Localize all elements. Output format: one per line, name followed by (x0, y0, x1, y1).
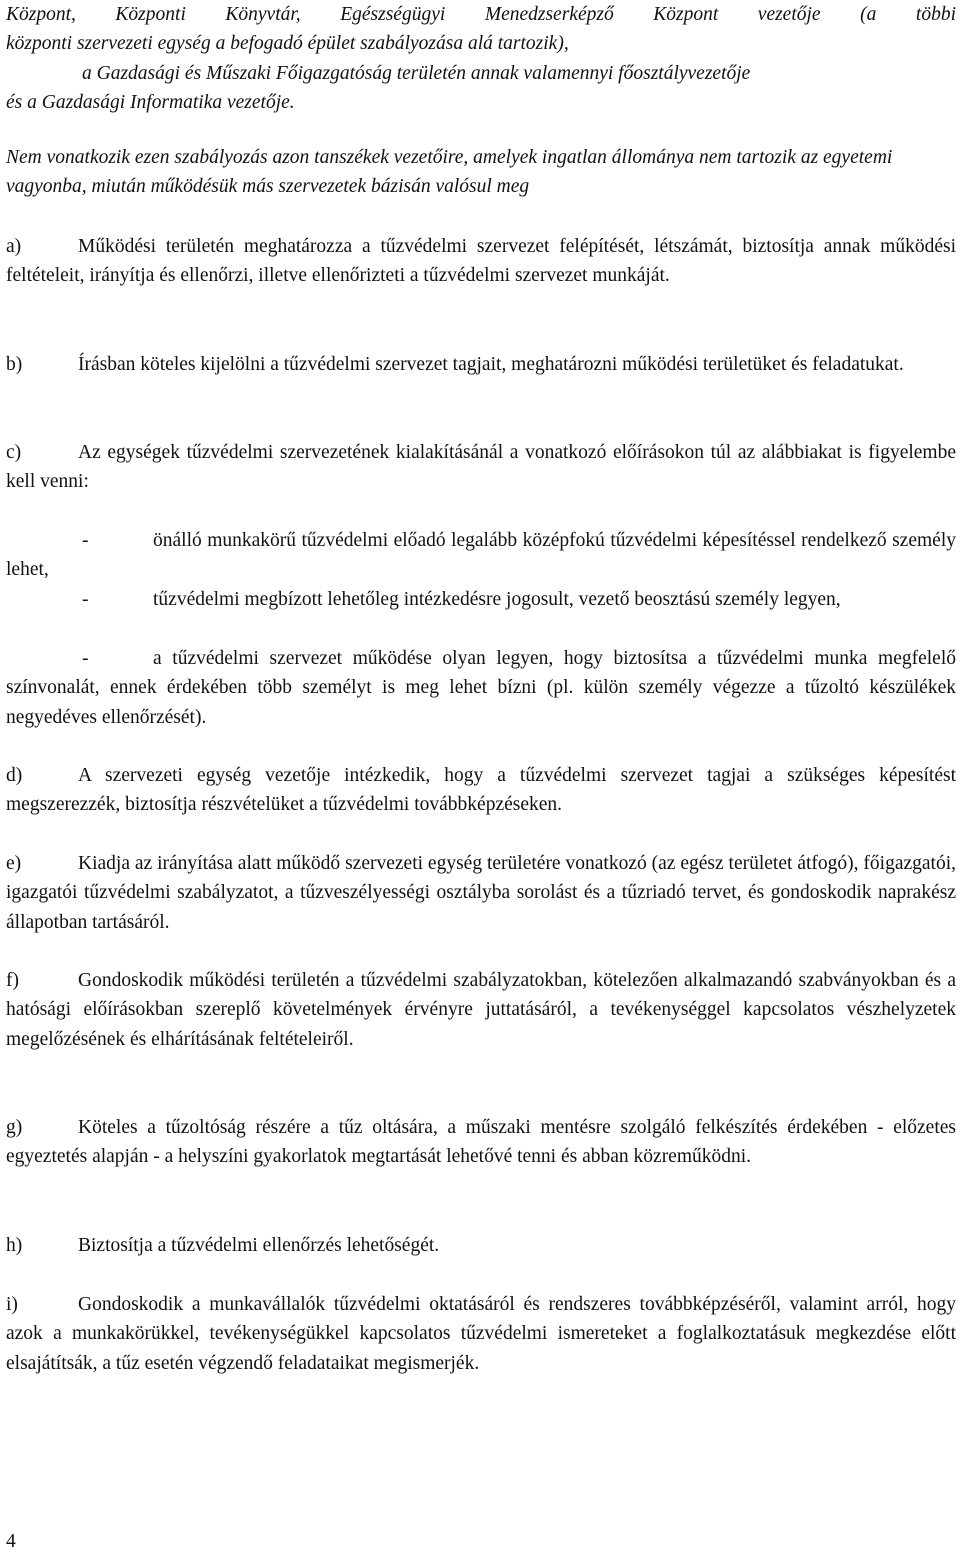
bullet-dash: - (82, 530, 89, 551)
intro-line-1: Központ, Központi Könyvtár, Egészségügyi Menedzserképző Központ vezetője (a többi (6, 4, 956, 25)
item-label: i) (6, 1294, 18, 1315)
item-label: b) (6, 354, 23, 375)
item-g (6, 1113, 956, 1172)
bullet-dash: - (82, 648, 89, 669)
bullet-2 (6, 585, 956, 614)
bullet-dash: - (82, 589, 89, 610)
item-i (6, 1290, 956, 1378)
intro-block (6, 0, 956, 118)
document-page (6, 0, 956, 1557)
exclusion-note: Nem vonatkozik ezen szabályozás azon tanszékek vezetőire, amelyek ingatlan állománya nem tartozik az egyetemi vagyonba, miután működésük más szervezetek bázisán valósul meg (6, 147, 893, 198)
item-text: Működési területén meghatározza a tűzvédelmi szervezet felépítését, létszámát, biztosítja annak működési feltételeit, irányítja és ellenőrzi, illetve ellenőrizteti a tűzvédelmi szervezet munkáját. (6, 236, 956, 287)
item-text: A szervezeti egység vezetője intézkedik, hogy a tűzvédelmi szervezet tagjai a szükséges képesítést megszerezzék, biztosítja részvételüket a tűzvédelmi továbbképzéseken. (6, 765, 956, 816)
item-label: f) (6, 970, 19, 991)
item-label: c) (6, 442, 22, 463)
item-label: g) (6, 1117, 23, 1138)
bullet-3 (6, 644, 956, 732)
item-a (6, 232, 956, 291)
intro-line-3: a Gazdasági és Műszaki Főigazgatóság területén annak valamennyi főosztályvezetője (82, 62, 751, 84)
item-label: d) (6, 765, 23, 786)
bullet-1 (6, 526, 956, 585)
item-h (6, 1231, 956, 1260)
item-d (6, 761, 956, 820)
intro-line-4: és a Gazdasági Informatika vezetője. (6, 92, 295, 114)
item-text: Gondoskodik a munkavállalók tűzvédelmi oktatásáról és rendszeres továbbképzéséről, valamint arról, hogy azok a munkakörükkel, tevékenységükkel kapcsolatos tűzvédelmi ismereteket a foglalkoztatásuk megkezdése előtt elsajátítsák, a tűz esetén végzendő feladataikat megismerjék. (6, 1294, 956, 1374)
item-f (6, 966, 956, 1054)
item-label: a) (6, 236, 22, 257)
intro-line-2: központi szervezeti egység a befogadó épület szabályozása alá tartozik), (6, 33, 569, 55)
item-label: h) (6, 1235, 23, 1256)
item-text: Kiadja az irányítása alatt működő szervezeti egység területére vonatkozó (az egész területet átfogó), főigazgatói, igazgatói tűzvédelmi szabályzatot, a tűzveszélyességi osztályba sorolást és a tűzriadó tervet, és gondoskodik naprakész állapotban tartásáról. (6, 853, 956, 933)
bullet-text: a tűzvédelmi szervezet működése olyan legyen, hogy biztosítsa a tűzvédelmi munka megfelelő színvonalát, ennek érdekében több személyt is meg lehet bízni (pl. külön személy végezze a tűzoltó készülékek negyedéves ellenőrzését). (6, 648, 956, 728)
item-text: Az egységek tűzvédelmi szervezetének kialakításánál a vonatkozó előírásokon túl az alábbiakat is figyelembe kell venni: (6, 442, 956, 493)
bullet-text: tűzvédelmi megbízott lehetőleg intézkedésre jogosult, vezető beosztású személy legyen, (153, 589, 841, 610)
item-text: Gondoskodik működési területén a tűzvédelmi szabályzatokban, kötelezően alkalmazandó szabványokban és a hatósági előírásokban szereplő követelmények érvényre juttatásáról, a tevékenységgel kapcsolatos vészhelyzetek megelőzésének és elhárításának feltételeiről. (6, 970, 956, 1050)
item-text: Köteles a tűzoltóság részére a tűz oltására, a műszaki mentésre szolgáló felkészítés érdekében - előzetes egyeztetés alapján - a helyszíni gyakorlatok megtartását lehetővé tenni és abban közreműködni. (6, 1117, 956, 1168)
page-number: 4 (6, 1531, 16, 1552)
item-b (6, 350, 956, 379)
item-e (6, 849, 956, 937)
item-label: e) (6, 853, 22, 874)
item-text: Írásban köteles kijelölni a tűzvédelmi szervezet tagjait, meghatározni működési területüket és feladatukat. (78, 354, 904, 375)
item-text: Biztosítja a tűzvédelmi ellenőrzés lehetőségét. (78, 1235, 440, 1256)
bullet-text: önálló munkakörű tűzvédelmi előadó legalább középfokú tűzvédelmi képesítéssel rendelkező személy lehet, (6, 530, 956, 581)
item-c (6, 438, 956, 497)
